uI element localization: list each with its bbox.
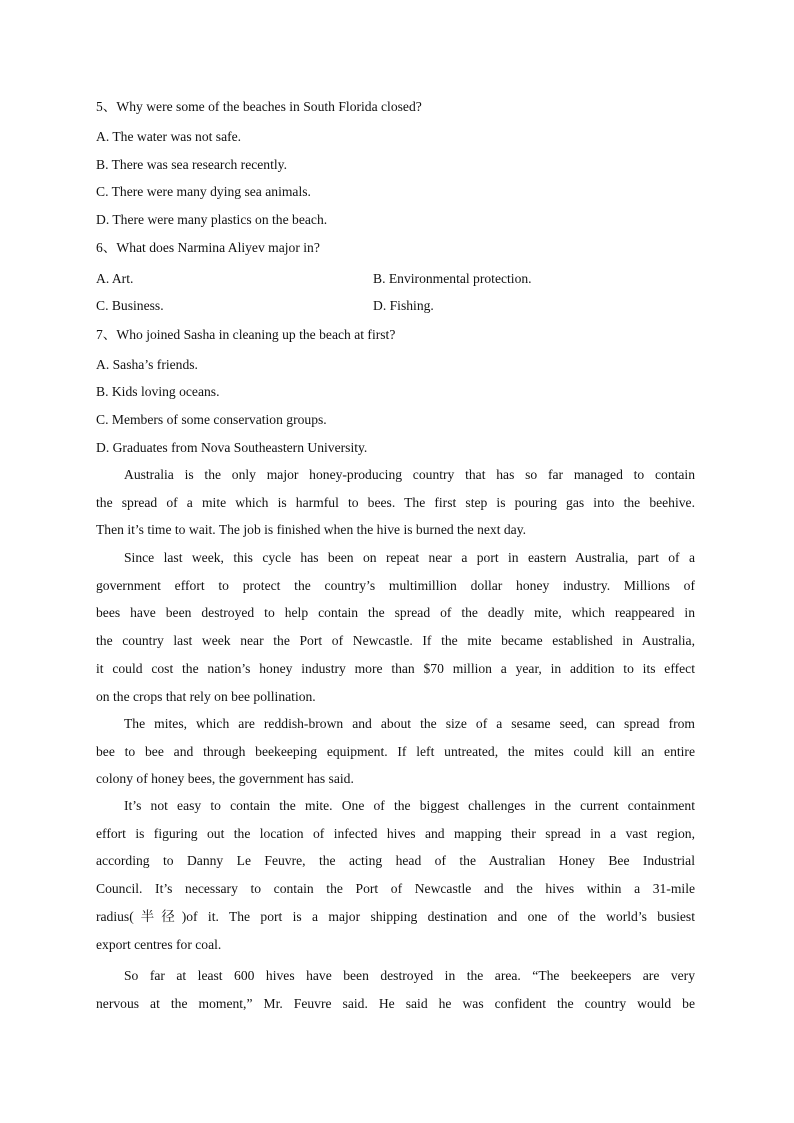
passage-paragraph-4 — [96, 792, 695, 958]
passage-paragraph-5 — [96, 962, 695, 1017]
question-6-option-b: B. Environmental protection. — [373, 271, 532, 286]
question-5-option-c: C. There were many dying sea animals. — [96, 184, 311, 199]
question-5-option-a: A. The water was not safe. — [96, 129, 242, 144]
paragraph-line: the spread of a mite which is harmful to bees. The first step is pouring gas into the beehive. — [96, 494, 695, 510]
question-5-option-b: B. There was sea research recently. — [96, 157, 287, 172]
paragraph-line: on the crops that rely on bee pollination. — [96, 688, 316, 704]
question-7-option-c: C. Members of some conservation groups. — [96, 412, 327, 427]
question-6-option-a: A. Art. — [96, 271, 134, 286]
question-6-option-c: C. Business. — [96, 298, 164, 313]
paragraph-line: It’s not easy to contain the mite. One of the biggest challenges in the current containment — [124, 798, 695, 813]
paragraph-line: Australia is the only major honey-producing country that has so far managed to contain — [124, 467, 695, 482]
paragraph-line: colony of honey bees, the government has said. — [96, 771, 354, 787]
paragraph-line: according to Danny Le Feuvre, the acting head of the Australian Honey Bee Industrial — [96, 853, 695, 869]
question-7-option-d: D. Graduates from Nova Southeastern University. — [96, 440, 368, 455]
paragraph-line: it could cost the nation’s honey industry more than $70 million a year, in addition to its effect — [96, 660, 695, 676]
question-6-option-d: D. Fishing. — [373, 298, 434, 313]
question-7-stem: 7、Who joined Sasha in cleaning up the beach at first? — [96, 327, 396, 342]
question-7-option-a: A. Sasha’s friends. — [96, 357, 198, 372]
paragraph-line: government effort to protect the country’s multimillion dollar honey industry. Millions of — [96, 577, 695, 593]
passage-paragraph-2 — [96, 544, 695, 710]
paragraph-line: radius(半径)of it. The port is a major shipping destination and one of the world’s busiest — [96, 908, 695, 924]
paragraph-line: bee to bee and through beekeeping equipment. If left untreated, the mites could kill an entire — [96, 743, 695, 759]
passage-paragraph-3 — [96, 710, 695, 793]
paragraph-line: So far at least 600 hives have been destroyed in the area. “The beekeepers are very — [124, 968, 695, 983]
paragraph-line: Council. It’s necessary to contain the Port of Newcastle and the hives within a 31-mile — [96, 881, 695, 897]
paragraph-line: the country last week near the Port of Newcastle. If the mite became established in Australia, — [96, 633, 695, 649]
passage-paragraph-1 — [96, 461, 695, 544]
paragraph-line: Since last week, this cycle has been on repeat near a port in eastern Australia, part of a — [124, 550, 695, 565]
paragraph-line: effort is figuring out the location of infected hives and mapping their spread in a vast region, — [96, 825, 695, 841]
paragraph-line: nervous at the moment,” Mr. Feuvre said. He said he was confident the country would be — [96, 995, 695, 1011]
paragraph-line: Then it’s time to wait. The job is finished when the hive is burned the next day. — [96, 522, 527, 538]
paragraph-line: bees have been destroyed to help contain the spread of the deadly mite, which reappeared in — [96, 605, 695, 621]
question-6-stem: 6、What does Narmina Aliyev major in? — [96, 240, 320, 255]
question-5-stem: 5、Why were some of the beaches in South Florida closed? — [96, 99, 422, 114]
paragraph-line: The mites, which are reddish-brown and about the size of a sesame seed, can spread from — [124, 716, 695, 731]
paragraph-line: export centres for coal. — [96, 936, 222, 952]
question-5-option-d: D. There were many plastics on the beach. — [96, 212, 328, 227]
question-7-option-b: B. Kids loving oceans. — [96, 384, 220, 399]
